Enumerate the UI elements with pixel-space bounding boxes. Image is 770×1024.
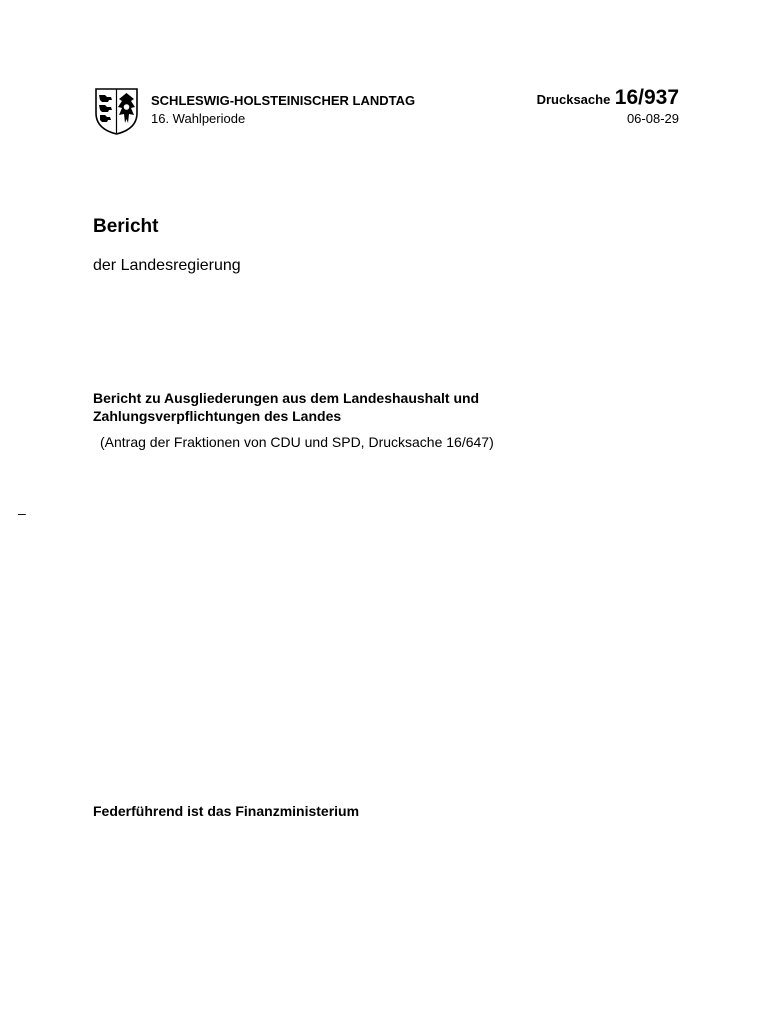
margin-dash: – bbox=[18, 505, 26, 521]
print-label: Drucksache bbox=[536, 92, 611, 107]
schleswig-holstein-coat-of-arms-icon bbox=[94, 87, 139, 135]
lead-ministry: Federführend ist das Finanzministerium bbox=[93, 803, 360, 819]
document-subject bbox=[93, 389, 479, 425]
electoral-period: 16. Wahlperiode bbox=[151, 111, 246, 126]
document-type-heading: Bericht bbox=[93, 216, 159, 237]
print-number: 16/937 bbox=[614, 86, 679, 109]
parliament-name: SCHLESWIG-HOLSTEINISCHER LANDTAG bbox=[151, 93, 416, 108]
subject-line-2: Zahlungsverpflichtungen des Landes bbox=[93, 408, 342, 424]
request-reference: (Antrag der Fraktionen von CDU und SPD, Drucksache 16/647) bbox=[100, 434, 494, 450]
document-date: 06-08-29 bbox=[626, 111, 679, 126]
subject-line-1: Bericht zu Ausgliederungen aus dem Landeshaushalt und bbox=[93, 390, 480, 406]
print-reference bbox=[537, 86, 679, 110]
document-author: der Landesregierung bbox=[93, 257, 241, 274]
